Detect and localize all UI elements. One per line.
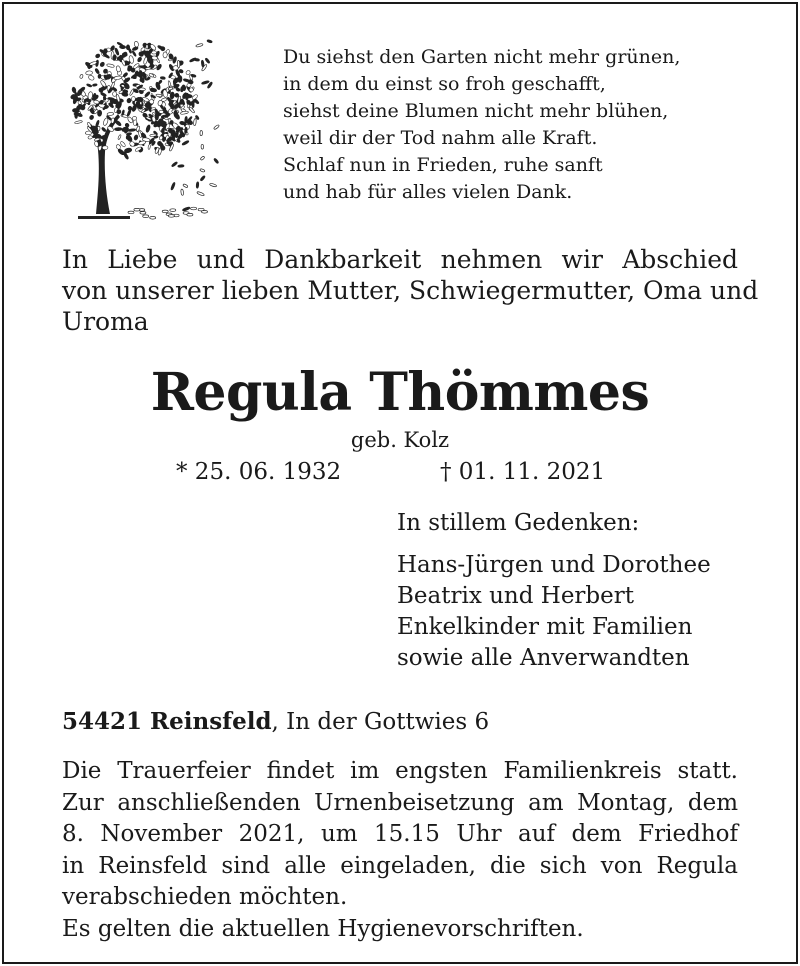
leaf bbox=[112, 55, 116, 61]
leaf bbox=[113, 92, 117, 97]
leaf bbox=[89, 115, 95, 121]
fallen-leaf bbox=[187, 213, 193, 216]
leaf bbox=[107, 112, 114, 115]
leaf bbox=[93, 100, 99, 105]
intro-text bbox=[62, 244, 759, 337]
leaf bbox=[179, 121, 185, 126]
blowing-leaf bbox=[213, 124, 219, 130]
leaf bbox=[79, 74, 83, 79]
blowing-leaf bbox=[170, 182, 175, 190]
poem-line: weil dir der Tod nahm alle Kraft. bbox=[283, 127, 598, 149]
leaf bbox=[88, 75, 95, 82]
leaf bbox=[126, 135, 130, 139]
poem-line: und hab für alles vielen Dank. bbox=[283, 181, 573, 203]
poem-line: siehst deine Blumen nicht mehr blühen, bbox=[283, 100, 669, 122]
birth-date: * 25. 06. 1932 bbox=[176, 459, 342, 485]
notice-line: in Reinsfeld sind alle eingeladen, die sich von Regula bbox=[62, 852, 738, 879]
leaf bbox=[159, 110, 164, 113]
leaf bbox=[118, 134, 122, 139]
fallen-leaf bbox=[191, 207, 197, 210]
leaf bbox=[132, 50, 137, 56]
leaf bbox=[150, 95, 156, 99]
leaf bbox=[101, 127, 106, 132]
leaf bbox=[110, 45, 115, 51]
leaf bbox=[134, 41, 139, 47]
leaf bbox=[178, 75, 183, 82]
blowing-leaf bbox=[201, 80, 209, 85]
leaf bbox=[145, 124, 150, 132]
blowing-leaf bbox=[196, 43, 204, 47]
leaf bbox=[88, 135, 93, 139]
fallen-leaf bbox=[128, 211, 134, 214]
leaf bbox=[103, 117, 109, 126]
mourners-list bbox=[397, 508, 711, 674]
intro-line: Uroma bbox=[62, 307, 149, 336]
blowing-leaf bbox=[182, 140, 190, 146]
notice-line: verabschieden möchten. bbox=[62, 884, 348, 910]
address bbox=[62, 706, 489, 738]
death-date: † 01. 11. 2021 bbox=[440, 459, 606, 485]
mourner-name: Enkelkinder mit Familien bbox=[397, 614, 693, 640]
leaf bbox=[180, 111, 188, 115]
tree-icon bbox=[60, 22, 220, 222]
blowing-leaf bbox=[209, 183, 216, 187]
fallen-leaf bbox=[143, 215, 149, 218]
fallen-leaf bbox=[202, 211, 208, 214]
leaf bbox=[114, 127, 122, 131]
notice-line: Die Trauerfeier findet im engsten Familienkreis statt. bbox=[62, 758, 738, 784]
intro-line: In Liebe und Dankbarkeit nehmen wir Abschied bbox=[62, 245, 738, 274]
fallen-leaf bbox=[170, 209, 176, 212]
poem-line: in dem du einst so froh geschafft, bbox=[283, 73, 606, 95]
blowing-leaf bbox=[182, 206, 190, 211]
leaf bbox=[97, 110, 102, 117]
leaf bbox=[156, 64, 162, 71]
leaf bbox=[163, 52, 167, 58]
blowing-leaf bbox=[196, 182, 199, 189]
leaf bbox=[95, 68, 100, 74]
leaf bbox=[92, 83, 97, 86]
leaf bbox=[98, 74, 101, 79]
poem-line: Du siehst den Garten nicht mehr grünen, bbox=[283, 46, 681, 68]
leaf bbox=[160, 76, 165, 79]
blowing-leaf bbox=[177, 60, 180, 67]
blowing-leaf bbox=[178, 165, 184, 168]
blowing-leaf bbox=[183, 184, 189, 188]
notice-line: Es gelten die aktuellen Hygienevorschriften. bbox=[62, 915, 584, 942]
leaf bbox=[74, 120, 82, 124]
fallen-leaf bbox=[140, 212, 146, 215]
blowing-leaf bbox=[171, 161, 178, 167]
blowing-leaf bbox=[213, 158, 219, 164]
leaf bbox=[94, 93, 97, 98]
leaf bbox=[144, 91, 150, 97]
blowing-leaf bbox=[207, 39, 213, 43]
leaf bbox=[72, 87, 77, 94]
leaf bbox=[86, 71, 93, 76]
leaf bbox=[99, 61, 105, 67]
leaf bbox=[128, 48, 132, 53]
leaf bbox=[115, 120, 122, 127]
poem-line: Schlaf nun in Frieden, ruhe sanft bbox=[283, 154, 603, 176]
blowing-leaf bbox=[185, 116, 188, 123]
deceased-name: Regula Thömmes bbox=[150, 362, 650, 423]
leaf bbox=[150, 88, 157, 93]
leaf bbox=[192, 94, 199, 101]
poem bbox=[283, 44, 753, 206]
leaf bbox=[132, 76, 137, 79]
address-place: 54421 Reinsfeld bbox=[62, 708, 272, 735]
funeral-notice bbox=[62, 756, 738, 945]
fallen-leaf bbox=[150, 217, 156, 220]
leaf bbox=[119, 45, 125, 49]
leaf bbox=[102, 146, 108, 150]
leaf bbox=[116, 65, 121, 72]
mourner-name: Beatrix und Herbert bbox=[397, 583, 634, 609]
leaf bbox=[137, 56, 143, 62]
blowing-leaf bbox=[200, 175, 206, 181]
notice-line: 8. November 2021, um 15.15 Uhr auf dem Friedhof bbox=[62, 821, 738, 847]
fallen-leaf bbox=[134, 208, 140, 211]
mourners-heading: In stillem Gedenken: bbox=[397, 510, 640, 536]
leaf bbox=[95, 53, 101, 58]
leaf bbox=[123, 72, 129, 77]
blowing-leaf bbox=[200, 130, 202, 135]
blowing-leaf bbox=[193, 118, 196, 125]
leaf bbox=[74, 113, 81, 115]
blowing-leaf bbox=[200, 168, 206, 172]
mourner-name: Hans-Jürgen und Dorothee bbox=[397, 552, 711, 578]
leaf bbox=[100, 80, 107, 88]
blowing-leaf bbox=[181, 189, 184, 195]
leaf bbox=[127, 109, 132, 116]
birth-name: geb. Kolz bbox=[350, 428, 450, 452]
leaf bbox=[133, 134, 138, 140]
address-street: , In der Gottwies 6 bbox=[271, 709, 490, 735]
leaf bbox=[123, 90, 128, 93]
leaf bbox=[126, 98, 131, 104]
mourner-name: sowie alle Anverwandten bbox=[397, 645, 690, 671]
fallen-leaf bbox=[168, 215, 174, 218]
leaf bbox=[108, 97, 115, 101]
blowing-leaf bbox=[205, 58, 211, 64]
leaf bbox=[114, 76, 122, 80]
notice-line: Zur anschließenden Urnenbeisetzung am Montag, dem bbox=[62, 789, 738, 816]
intro-line: von unserer lieben Mutter, Schwiegermutter, Oma und bbox=[62, 276, 759, 305]
leaf bbox=[111, 82, 116, 89]
blowing-leaf bbox=[201, 144, 204, 149]
leaf bbox=[146, 45, 148, 49]
blowing-leaf bbox=[197, 191, 205, 196]
leaf bbox=[148, 144, 151, 149]
leaf bbox=[150, 60, 153, 66]
blowing-leaf bbox=[200, 156, 205, 161]
leaf bbox=[86, 83, 92, 87]
leaf bbox=[114, 48, 119, 56]
leaf bbox=[128, 128, 136, 131]
leaf bbox=[106, 63, 114, 67]
leaf bbox=[132, 116, 137, 120]
fallen-leaf bbox=[162, 210, 168, 213]
blowing-leaf bbox=[189, 57, 196, 62]
